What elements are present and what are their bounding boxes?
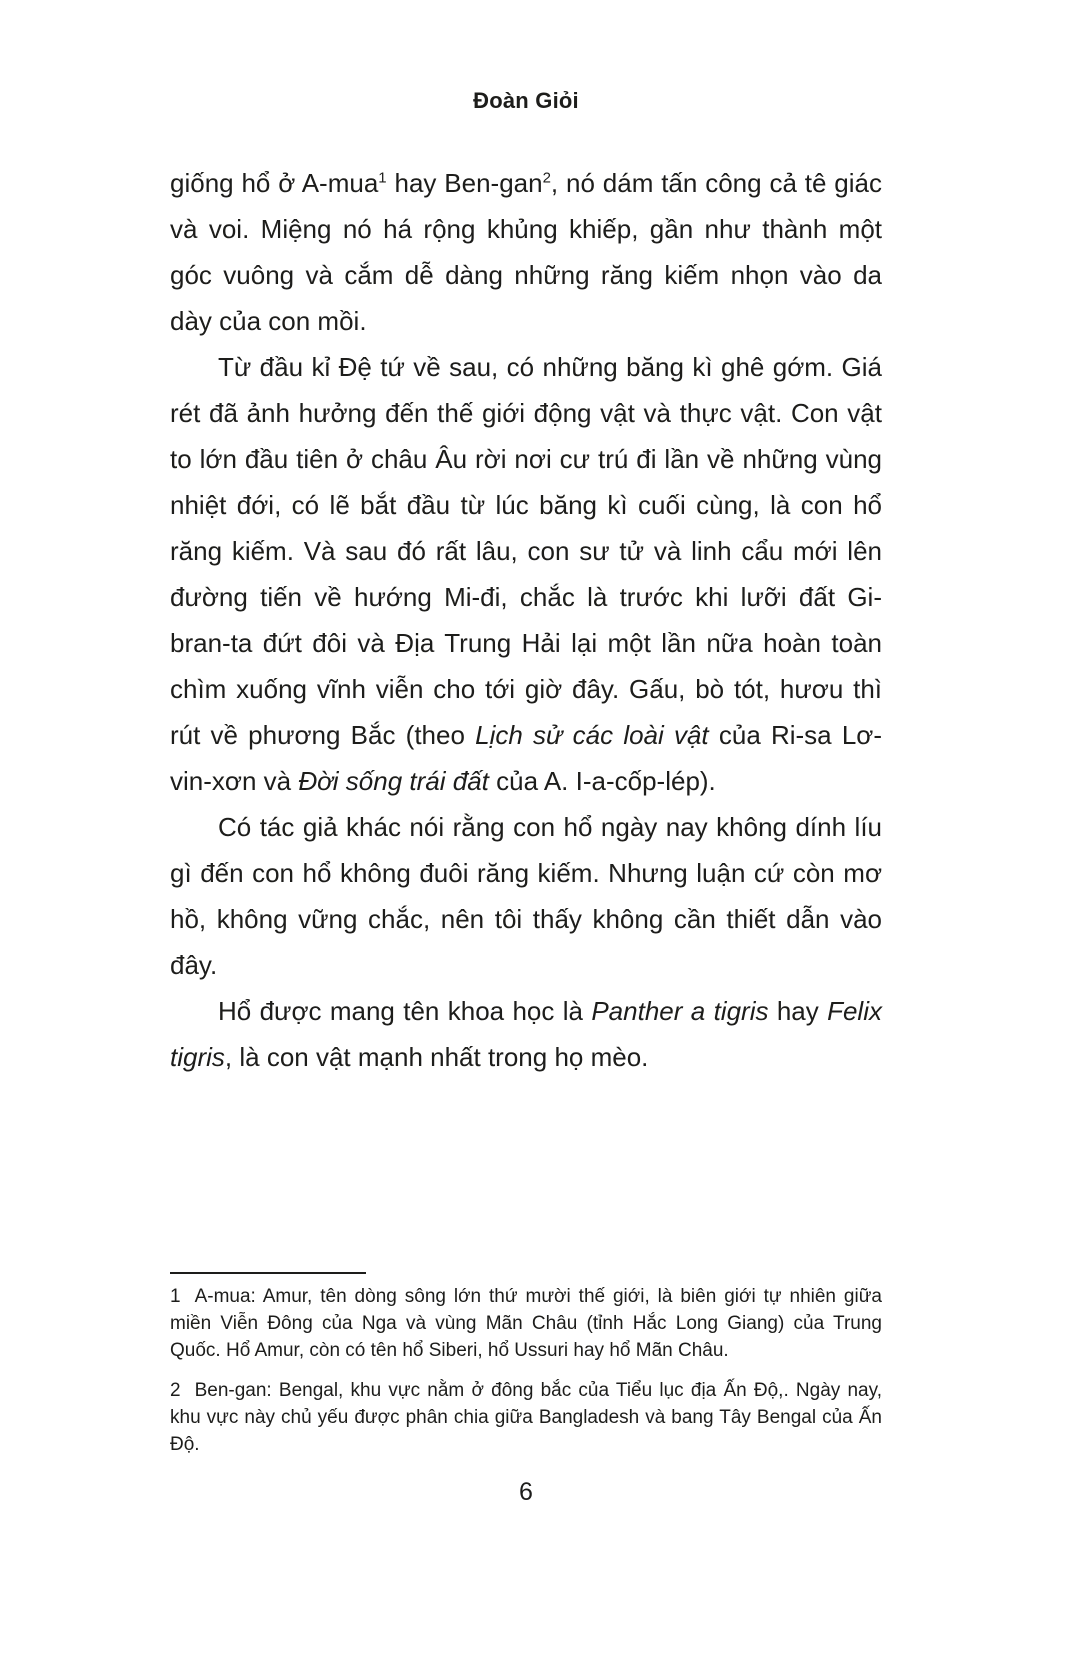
text-run: , là con vật mạnh nhất trong họ mèo.: [224, 1042, 649, 1072]
footnotes-section: [170, 1272, 882, 1471]
text-run: của Ri-sa Lơ-vin-xơn và: [170, 720, 883, 796]
footnote-1: [170, 1283, 882, 1364]
book-title-italic: Lịch sử các loài vật: [475, 720, 709, 750]
text-run: Hổ được mang tên khoa học là: [218, 996, 592, 1026]
text-run: Có tác giả khác nói rằng con hổ ngày nay không dính líu gì đến con hổ không đuôi răng kiếm. Nhưng luận cứ còn mơ hồ, không vững chắc, nên tôi thấy không cần thiết dẫn vào đây.: [170, 812, 882, 980]
paragraph-2: [170, 344, 882, 804]
text-run: giống hổ ở A-mua: [170, 168, 379, 198]
text-run: Từ đầu kỉ Đệ tứ về sau, có những băng kì ghê gớm. Giá rét đã ảnh hưởng đến thế giới động vật và thực vật. Con vật to lớn đầu tiên ở châu Âu rời nơi cư trú đi lần về những vùng nhiệt đới, có lẽ bắt đầu từ lúc băng kì cuối cùng, là con hổ răng kiếm. Và sau đó rất lâu, con sư tử và linh cẩu mới lên đường tiến về hướng Mi-đi, chắc là trước khi lưỡi đất Gi-bran-ta đứt đôi và Địa Trung Hải lại một lần nữa hoàn toàn chìm xuống vĩnh viễn cho tới giờ đây. Gấu, bò tót, hươu thì rút về phương Bắc (theo: [170, 352, 882, 750]
text-run: , nó dám tấn công cả tê giác và voi. Miệng nó há rộng khủng khiếp, gần như thành một góc vuông và cắm dễ dàng những răng kiếm nhọn vào da dày của con mồi.: [170, 168, 882, 336]
footnote-2: [170, 1377, 882, 1458]
footnote-ref-2: 2: [542, 169, 551, 187]
paragraph-3: [170, 804, 882, 988]
species-name-italic: Felix tigris: [170, 996, 882, 1072]
footnote-ref-1: 1: [378, 169, 387, 187]
book-title-italic: Đời sống trái đất: [298, 766, 489, 796]
running-header-author: Đoàn Giỏi: [473, 88, 579, 113]
text-run: hay Ben-gan: [386, 168, 543, 198]
text-run: hay: [768, 996, 828, 1026]
footnote-separator-rule: [170, 1272, 366, 1274]
paragraph-1: [170, 160, 882, 344]
paragraph-4: [170, 988, 882, 1080]
footnote-number: 1: [170, 1286, 181, 1307]
footnote-text: A-mua: Amur, tên dòng sông lớn thứ mười thế giới, là biên giới tự nhiên giữa miền Viễn Đông của Nga và vùng Mãn Châu (tỉnh Hắc Long Giang) của Trung Quốc. Hổ Amur, còn có tên hổ Siberi, hổ Ussuri hay hổ Mãn Châu.: [170, 1286, 882, 1361]
text-run: của A. I-a-cốp-lép).: [488, 766, 716, 796]
footnote-number: 2: [170, 1380, 181, 1401]
body-text: [170, 160, 882, 1080]
page-number: 6: [519, 1478, 533, 1506]
species-name-italic: Panther a tigris: [591, 996, 769, 1026]
footnote-text: Ben-gan: Bengal, khu vực nằm ở đông bắc của Tiểu lục địa Ấn Độ,. Ngày nay, khu vực này chủ yếu được phân chia giữa Bangladesh và bang Tây Bengal của Ấn Độ.: [170, 1380, 882, 1455]
